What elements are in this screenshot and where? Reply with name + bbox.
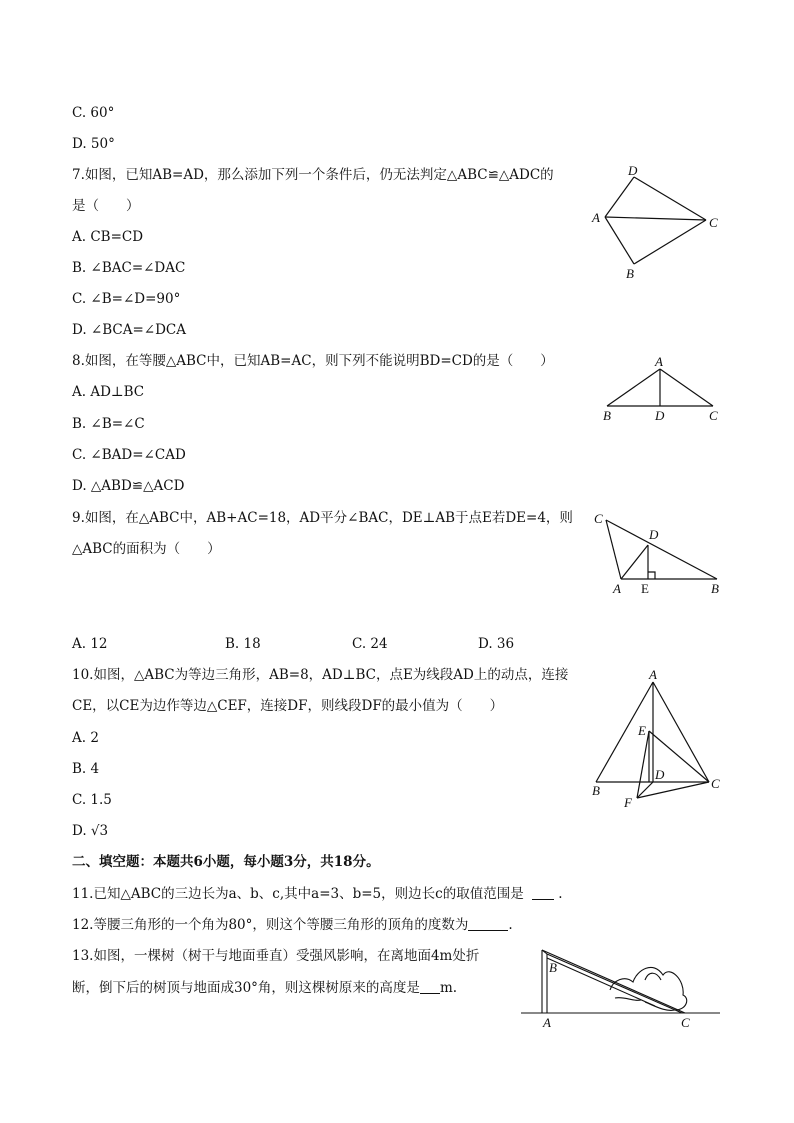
q8-label-b: B <box>603 408 611 423</box>
q9-label-a: A <box>613 581 621 596</box>
q10-option-a: A. 2 <box>72 730 99 746</box>
q12-period: . <box>508 917 513 933</box>
q10-label-c: C <box>711 776 720 791</box>
q8-label-d: D <box>655 408 665 423</box>
q8-option-b: B. ∠B=∠C <box>72 416 145 432</box>
q11-stem: 11.已知△ABC的三边长为a、b、c,其中a=3、b=5，则边长c的取值范围是 <box>72 886 524 902</box>
q9-option-b: B. 18 <box>225 636 261 652</box>
q7-label-d: D <box>628 163 638 178</box>
q12-stem: 12.等腰三角形的一个角为80°，则这个等腰三角形的顶角的度数为 <box>72 917 469 933</box>
q10-option-b: B. 4 <box>72 761 100 777</box>
q12-answer-blank[interactable] <box>468 916 508 931</box>
q13-figure <box>515 940 725 1032</box>
q10-label-b: B <box>592 783 600 798</box>
q10-label-e: E <box>638 723 646 738</box>
q8-label-a: A <box>655 354 663 369</box>
q7-label-c: C <box>709 215 718 230</box>
q13-label-a: A <box>543 1015 551 1030</box>
q13-answer-blank[interactable] <box>420 979 440 994</box>
q7-label-b: B <box>626 266 634 281</box>
q10-option-c: C. 1.5 <box>72 792 112 808</box>
q7-option-c: C. ∠B=∠D=90° <box>72 291 181 307</box>
q8-option-a: A. AD⊥BC <box>72 384 145 400</box>
q7-option-d: D. ∠BCA=∠DCA <box>72 322 187 338</box>
q13-stem-line-2: 断，倒下后的树顶与地面成30°角，则这棵树原来的高度是 <box>72 980 420 996</box>
section-2-heading: 二、填空题：本题共6小题，每小题3分，共18分。 <box>72 854 380 870</box>
q11-text <box>72 884 563 904</box>
q9-label-d: D <box>649 527 659 542</box>
q7-stem-line-1: 7.如图，已知AB=AD，那么添加下列一个条件后，仍无法判定△ABC≌△ADC的 <box>72 167 554 183</box>
q9-option-d: D. 36 <box>478 636 515 652</box>
q10-figure <box>585 665 730 815</box>
q7-stem-line-2: 是（ ） <box>72 198 140 214</box>
q10-label-d: D <box>655 767 665 782</box>
q13-label-b: B <box>549 960 557 975</box>
q11-answer-blank[interactable] <box>532 885 554 900</box>
q8-stem: 8.如图，在等腰△ABC中，已知AB=AC，则下列不能说明BD=CD的是（ ） <box>72 353 554 369</box>
q9-label-e: E <box>641 581 649 596</box>
q9-stem-line-2: △ABC的面积为（ ） <box>72 541 221 557</box>
q6-option-d: D. 50° <box>72 136 115 152</box>
q9-stem-line-1: 9.如图，在△ABC中，AB+AC=18，AD平分∠BAC，DE⊥AB于点E若DE=4，则 <box>72 510 573 526</box>
q12-text <box>72 915 513 935</box>
q9-label-b: B <box>711 581 719 596</box>
q13-unit: m. <box>439 980 458 996</box>
q10-stem-line-2: CE，以CE为边作等边△CEF，连接DF，则线段DF的最小值为（ ） <box>72 698 504 714</box>
q7-option-a: A. CB=CD <box>72 229 144 245</box>
q8-option-c: C. ∠BAD=∠CAD <box>72 447 186 463</box>
q10-label-f: F <box>624 795 632 810</box>
q10-option-d: D. √3 <box>72 823 109 839</box>
q9-figure <box>590 508 730 600</box>
q13-stem-line-1: 13.如图，一棵树（树干与地面垂直）受强风影响，在离地面4m处折 <box>72 948 480 964</box>
q8-option-d: D. △ABD≌△ACD <box>72 478 185 494</box>
q10-stem-line-1: 10.如图，△ABC为等边三角形，AB=8，AD⊥BC，点E为线段AD上的动点，连接 <box>72 667 569 683</box>
q8-figure <box>595 352 730 427</box>
q9-option-c: C. 24 <box>352 636 388 652</box>
q10-label-a: A <box>649 667 657 682</box>
q8-label-c: C <box>709 408 718 423</box>
q9-option-a: A. 12 <box>72 636 108 652</box>
q13-text-line-2 <box>72 978 457 998</box>
q11-period: . <box>558 886 563 902</box>
q7-figure <box>588 160 728 285</box>
q7-label-a: A <box>592 210 600 225</box>
q7-option-b: B. ∠BAC=∠DAC <box>72 260 186 276</box>
q9-label-c: C <box>594 511 603 526</box>
q13-label-c: C <box>681 1015 690 1030</box>
q6-option-c: C. 60° <box>72 105 115 121</box>
